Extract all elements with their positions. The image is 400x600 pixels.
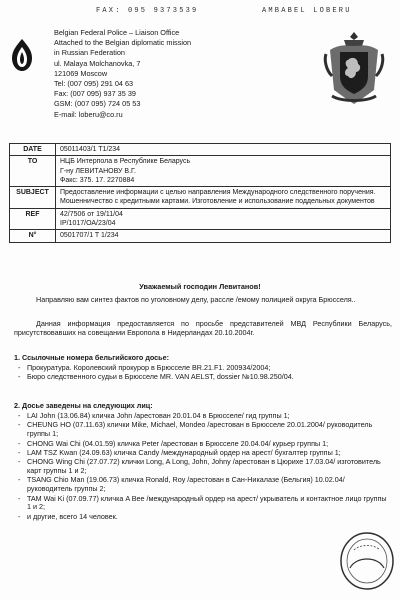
fax-sender: AMBABEL LOBERU (262, 7, 352, 15)
office-email: E-mail: loberu@co.ru (54, 109, 123, 119)
list-item: - LAI John (13.06.84) кличка John /арестован 20.01.04 в Брюсселе/ гид группы 1; (18, 412, 392, 421)
police-flame-logo-icon (9, 38, 35, 72)
office-line: Attached to the Belgian diplomatic mission (54, 38, 192, 48)
paragraph-intro: Направляю вам синтез фактов по уголовному делу, рассле /емому полицией округа Брюсселя.. (36, 295, 356, 304)
list-item: - Бюро следственного судьи в Брюсселе MR. VAN AELST, dossier №10.98.250/04. (18, 373, 392, 382)
row-key: N° (10, 230, 56, 242)
suspects-list (18, 412, 392, 522)
row-key: DATE (10, 144, 56, 156)
list-item: - CHONG Wing Chi (27.07.72) клички Long, A Long, John, Johny /арестован в Цюрихе 17.03.04/ изготовитель карт группы 1 и 2; (18, 458, 392, 476)
office-line: Belgian Federal Police – Liaison Office (54, 28, 180, 37)
belgian-coat-of-arms-icon (322, 30, 386, 108)
section-title: 1. Ссылочные номера бельгийского досье: (14, 353, 169, 362)
office-line: 121069 Moscow (54, 68, 108, 78)
list-item: - TSANG Chio Man (19.06.73) кличка Ronald, Roy /арестован в Сан-Никалазе (Бельгия) 10.02.04/ руководитель группы 2; (18, 476, 392, 494)
office-line: ul. Malaya Molchanovka, 7 (54, 58, 141, 68)
table-row (10, 187, 391, 209)
row-key: SUBJECT (10, 187, 56, 209)
row-value: 42/7506 от 19/11/04 IP/1017/ОА/23/04 (56, 208, 391, 230)
office-line: GSM: (007 095) 724 05 53 (54, 99, 141, 109)
routing-table (9, 143, 391, 243)
list-item: - LAM TSZ Kwan (24.09.63) кличка Candy /международный ордер на арест/ бухгалтер группы 1; (18, 449, 392, 458)
row-key: TO (10, 156, 56, 187)
paragraph-context: Данная информация предоставляется по просьбе представителей МВД Республики Беларусь, присутствовавших на совещании Европола в Нидерландах 20.10.2004г. (14, 319, 392, 337)
table-row (10, 144, 391, 156)
row-key: REF (10, 208, 56, 230)
table-row (10, 230, 391, 242)
list-item: - и другие, всего 14 человек. (18, 513, 392, 522)
fax-header (0, 7, 400, 19)
office-line: in Russian Federation (54, 48, 125, 58)
list-item: - CHEUNG HO (07.11.63) клички Mike, Michael, Mondeo /арестован в Брюсселе 20.01.2004/ руководитель группы 1; (18, 421, 392, 439)
official-stamp-icon (338, 530, 396, 592)
table-row (10, 208, 391, 230)
office-line: Tel: (007 095) 291 04 63 (54, 79, 134, 89)
table-row (10, 156, 391, 187)
list-item: - Прокуратура. Королевский прокурор в Брюсселе BR.21.F1. 200934/2004; (18, 364, 392, 373)
list-item: - TAM Wai Ki (07.09.77) кличка A Bee /международный ордер на арест/ укрыватель и контактное лицо группы 1 и 2; (18, 495, 392, 513)
greeting: Уважаемый господин Левитанов! (139, 282, 261, 291)
row-value: 05011403/1 T1/234 (56, 144, 391, 156)
sender-office-block (54, 28, 274, 120)
row-value: НЦБ Интерпола в Республике Беларусь Г-ну ЛЕВИТАНОВУ В.Г. Факс: 375. 17. 2270884 (56, 156, 391, 187)
office-line: Fax: (007 095) 937 35 39 (54, 89, 136, 99)
section-title: 2. Досье заведены на следующих лиц: (14, 401, 153, 410)
list-item: - CHONG Wai Chi (04.01.59) кличка Peter /арестован в Брюсселе 20.04.04/ курьер группы 1; (18, 440, 392, 449)
fax-number: FAX: 095 9373539 (96, 7, 199, 15)
reference-list (18, 364, 392, 383)
row-value: Предоставление информации с целью направления Международного следственного поручения. Мошенничество с кредитными картами. Изготовление и использование поддельных документов (56, 187, 391, 209)
row-value: 0501707/1 T 1/234 (56, 230, 391, 242)
